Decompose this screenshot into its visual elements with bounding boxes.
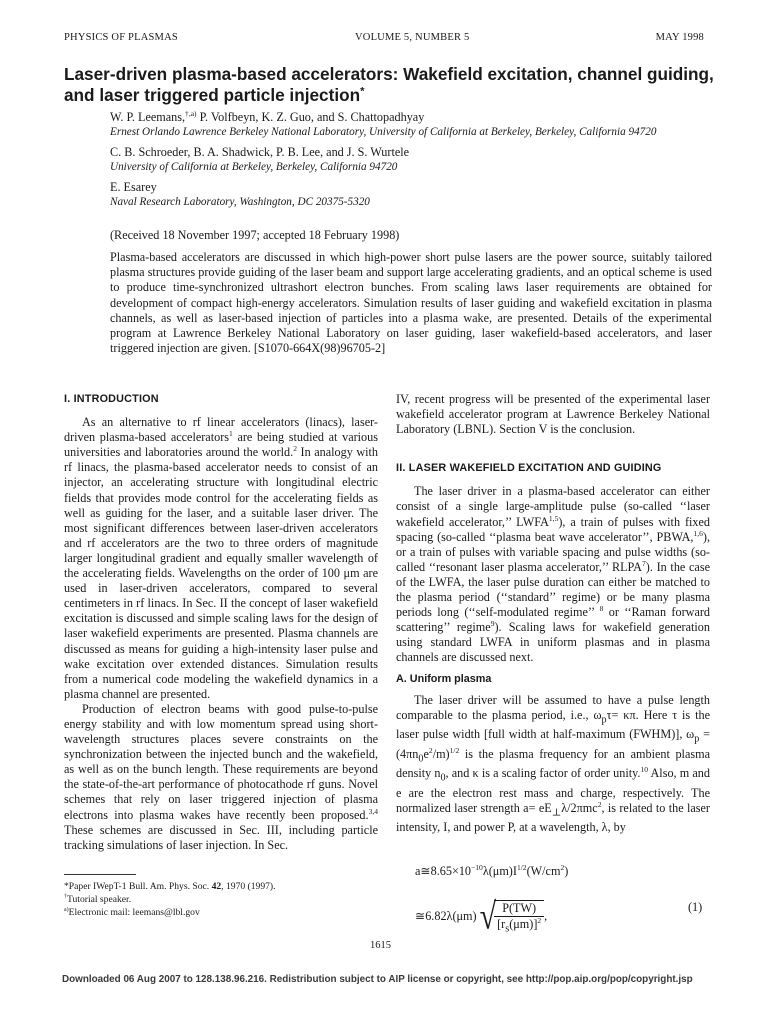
intro-paragraph-2: Production of electron beams with good pulse-to-pulse energy stability and with low momentum spread using short-wavelength structures places severe constraints on the synchronization between the injected bunch and the wakefield, as well as on the bunch length. These requirements are beyond the state-of-the-art performance of photocathode rf guns. Novel schemes that rely on laser triggered injection of plasma electrons into plasma wakes have recently been proposed.$^{3,4}$ These schemes are discussed in Sec. III, including particle tracking simulations of laser injection. In Sec.: [64, 701, 378, 852]
abstract: Plasma-based accelerators are discussed in which high-power short pulse lasers are the power source, suitably tailored plasma structures provide guiding of the laser beam and support large accelerating gradients, and an optical scheme is used to produce time-synchronized ultrashort electron bunches. From scaling laws laser requirements are obtained for development of compact high-energy accelerators. Simulation results of laser guiding and wakefield excitation in plasma channels, as well as laser-based injection of particles into a plasma wake, are presented. Details of the experimental program at Lawrence Berkeley National Laboratory on laser guiding, laser wakefield-based accelerators, and laser triggered injection are given. [S1070-664X(98)96705-2]: [110, 250, 712, 356]
section-heading-wakefield: II. LASER WAKEFIELD EXCITATION AND GUIDING: [396, 462, 662, 475]
author-line-1: W. P. Leemans,$^{\dagger,a)}$ P. Volfbeyn, K. Z. Guo, and S. Chattopadhyay: [110, 108, 425, 124]
author-line-3: E. Esarey: [110, 180, 157, 194]
footnote-email: $^{a)}$Electronic mail: leemans@lbl.gov: [64, 906, 200, 918]
intro-paragraph-1: As an alternative to rf linear accelerators (linacs), laser-driven plasma-based accelerators$^1$ are being studied at various universities and laboratories around the world.$^2$ In analogy with rf linacs, the plasma-based accelerator needs to consist of an injector, an accelerating structure with longitudinal electric fields that provides mode control for the accelerating fields as well as guiding for the laser, and a suitable laser driver. The most significant differences between laser-driven accelerators and rf accelerators are the two to three orders of magnitude larger longitudinal gradient and equally smaller wavelength of the accelerating fields. Wavelengths on the order of 100 μm are used in laser-driven accelerators, compared to several centimeters in rf linacs. In Sec. II the concept of laser wakefield excitation is discussed and simple scaling laws for the design of laser wakefield experiments are presented. Plasma channels are discussed as means for guiding a high-intensity laser pulse and wake excitation over extended distances. Simulation results from a numerical code modeling the wakefield dynamics in a plasma channel are presented.: [64, 415, 378, 701]
square-root-sign: √: [479, 895, 497, 938]
left-column: [64, 392, 378, 853]
affiliation-2: University of California at Berkeley, Berkeley, California 94720: [110, 161, 398, 173]
section-heading-introduction: I. INTRODUCTION: [64, 393, 159, 405]
footnote-divider: [64, 874, 136, 875]
volume-number: VOLUME 5, NUMBER 5: [355, 32, 470, 43]
power-fraction: $\frac{P(TW)}{[r_s(\mu m)]^2}$: [494, 900, 544, 934]
journal-name: PHYSICS OF PLASMAS: [64, 32, 178, 43]
received-dates: (Received 18 November 1997; accepted 18 February 1998): [110, 228, 400, 242]
footnotes: [64, 880, 276, 919]
uniform-plasma-paragraph: The laser driver will be assumed to have a pulse length comparable to the plasma period, i.e., $\omega_p\tau= \kappa\pi$. Here τ is the laser pulse width [full width at half-maximum (FWHM)], $\omega_p =(4\pi n_0e^2/m)^{1/2}$ is the plasma frequency for an ambient plasma density $n_0$, and κ is a scaling factor of order unity.$^{10}$ Also, m and e are the electron rest mass and charge, respectively. The normalized laser strength $a= eE_\perp\lambda/2\pi mc^2$, is related to the laser intensity, I, and power P, at a wavelength, λ, by: [396, 692, 710, 835]
right-column: [396, 392, 710, 836]
author-block: [110, 110, 710, 215]
paper-title: [64, 64, 714, 106]
affiliation-3: Naval Research Laboratory, Washington, DC 20375-5320: [110, 196, 370, 208]
title-text: Laser-driven plasma-based accelerators: Wakefield excitation, channel guiding, and laser triggered particle injection: [64, 64, 714, 105]
author-line-2: C. B. Schroeder, B. A. Shadwick, P. B. Lee, and J. S. Wurtele: [110, 145, 410, 159]
equation-number: (1): [688, 900, 703, 914]
author-footnote-mark: †,a): [185, 108, 197, 118]
affiliation-1: Ernest Orlando Lawrence Berkeley National Laboratory, University of California at Berkeley, Berkeley, California 94720: [110, 126, 657, 138]
page-number: 1615: [370, 940, 391, 951]
footnote-tutorial: †Tutorial speaker.: [64, 893, 132, 905]
equation-line-2: ≅6.82λ(μm) √ $\frac{P(TW)}{[r_s(\mu m)]^2}$ ,: [415, 895, 548, 938]
wakefield-paragraph-1: The laser driver in a plasma-based accelerator can either consist of a single large-amplitude pulse (so-called ‘‘laser wakefield accelerator,’’ LWFA$^{1,5}$), a train of pulses with fixed spacing (so-called ‘‘plasma beat wave accelerator’’, PBWA,$^{1,6}$), or a train of pulses with variable spacing and pulse widths (so-called ‘‘resonant laser plasma accelerator,’’ RLPA$^7$). In the case of the LWFA, the laser pulse duration can either be matched to the plasma period (‘‘standard’’ regime) or be many plasma periods long (‘‘self-modulated regime’’ $^8$ or ‘‘Raman forward scattering’’ regime$^9$). Scaling laws for wakefield generation using standard LWFA in uniform plasmas and in plasma channels are discussed next.: [396, 484, 711, 665]
title-footnote-mark: *: [360, 85, 365, 98]
subsection-heading-uniform-plasma: A. Uniform plasma: [396, 672, 492, 685]
equation-line-1: $a≅8.65\times 10^{-10}\lambda(\mu m)I^{1/2}(W/cm^2)$: [415, 862, 569, 878]
footnote-paper: *Paper IWepT-1 Bull. Am. Phys. Soc. 42, 1970 (1997).: [64, 881, 276, 892]
issue-date: MAY 1998: [655, 32, 704, 43]
intro-paragraph-3: IV, recent progress will be presented of the experimental laser wakefield accelerator program at Lawrence Berkeley National Laboratory (LBNL). Section V is the conclusion.: [396, 392, 710, 437]
download-notice: Downloaded 06 Aug 2007 to 128.138.96.216. Redistribution subject to AIP license or copyright, see http://pop.aip.org/pop/copyright.jsp: [62, 974, 693, 985]
